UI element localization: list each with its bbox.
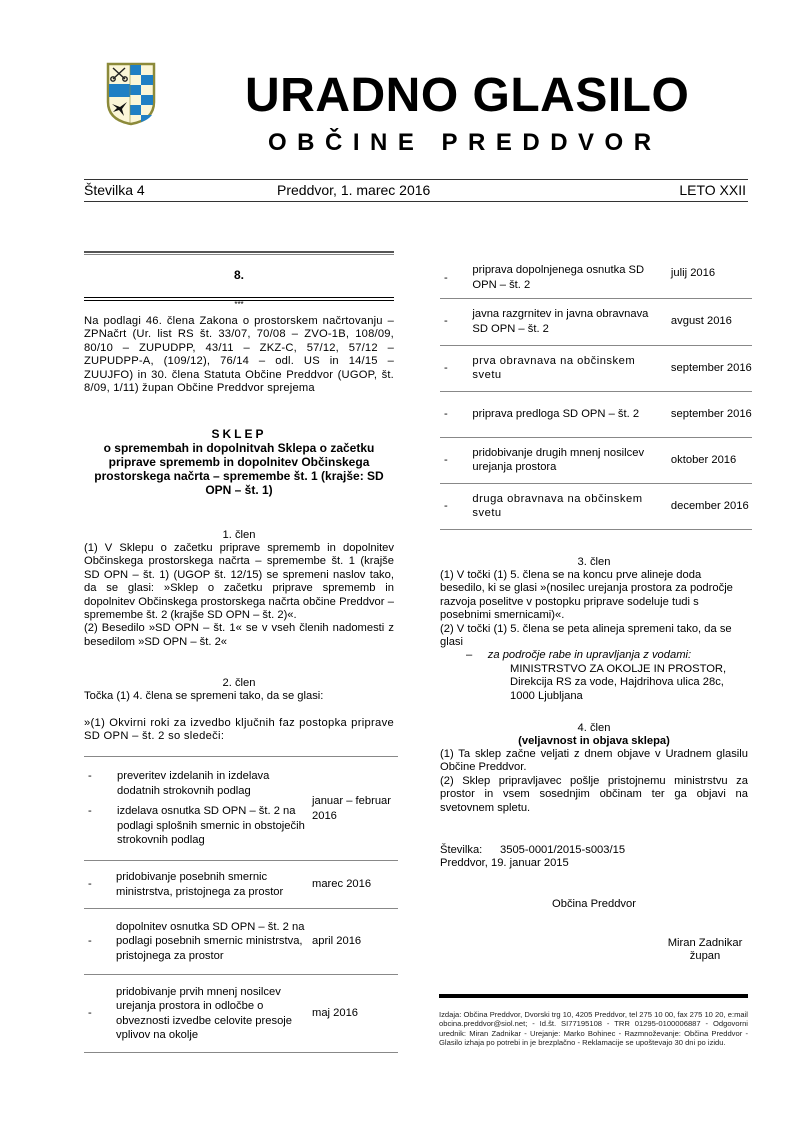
reference-number: 3505-0001/2015-s003/15 bbox=[500, 844, 626, 856]
schedule-row bbox=[440, 391, 752, 437]
schedule-date: januar – februar 2016 bbox=[310, 757, 398, 861]
article-4-paragraph-2: (2) Sklep pripravljavec pošlje pristojnemu ministrstvu za prostor in vsem sosednjim občinam ter ga objavi na svetovnem spletu. bbox=[440, 774, 748, 814]
issue-date: Preddvor, 1. marec 2016 bbox=[277, 182, 431, 198]
section-divider bbox=[84, 251, 394, 255]
schedule-date: maj 2016 bbox=[310, 975, 398, 1053]
bullet-dash: - bbox=[84, 909, 116, 975]
publication-subtitle: OBČINE PREDDVOR bbox=[268, 129, 662, 156]
schedule-task: dopolnitev osnutka SD OPN – št. 2 na podlagi posebnih smernic ministrstva, pristojnega za prostor bbox=[116, 909, 310, 975]
colophon-text: Izdaja: Občina Preddvor, Dvorski trg 10, 4205 Preddvor, tel 275 10 00, fax 275 10 20, e:mail obcina.preddvor@siol.net; - Id.št. SI77195108 - TRR 01295-0100006887 - Odgovorni urednik: Miran Zadnikar - Urejanje: Marko Bohinec - Razmnoževanje: Občina Preddvor - Glasilo izhaja po potrebi in je brezplačno - Reklamacije se upoštevajo 30 dni po izidu. bbox=[439, 1010, 748, 1047]
bullet-dash: - bbox=[440, 298, 472, 345]
schedule-row bbox=[440, 437, 752, 483]
schedule-row bbox=[440, 298, 752, 345]
schedule-task: priprava dopolnjenega osnutka SD OPN – št. 2 bbox=[472, 258, 669, 298]
schedule-row bbox=[84, 757, 398, 861]
alinea-dash: – bbox=[466, 649, 473, 661]
article-4-subtitle: (veljavnost in objava sklepa) bbox=[518, 735, 670, 747]
schedule-date: september 2016 bbox=[669, 345, 752, 391]
schedule-row bbox=[440, 345, 752, 391]
issue-number: Številka 4 bbox=[84, 182, 145, 198]
schedule-row bbox=[84, 861, 398, 909]
schedule-row bbox=[84, 975, 398, 1053]
coat-of-arms-icon bbox=[106, 62, 156, 126]
article-2-paragraph-2: »(1) Okvirni roki za izvedbo ključnih faz postopka priprave SD OPN – št. 2 so sledeči: bbox=[84, 717, 394, 743]
article-4-paragraph-1: (1) Ta sklep začne veljati z dnem objave v Uradnem glasilu Občine Preddvor. bbox=[440, 748, 748, 774]
bullet-dash: - bbox=[440, 345, 472, 391]
article-1-heading: 1. člen bbox=[222, 529, 256, 541]
alinea-label: za področje rabe in upravljanja z vodami: bbox=[487, 649, 692, 661]
schedule-task: pridobivanje posebnih smernic ministrstva, pristojnega za prostor bbox=[116, 861, 310, 909]
article-2-heading: 2. člen bbox=[222, 677, 256, 689]
reference-place-date: Preddvor, 19. januar 2015 bbox=[440, 857, 569, 870]
schedule-date: april 2016 bbox=[310, 909, 398, 975]
article-4-body bbox=[440, 748, 748, 815]
article-3-body bbox=[440, 569, 748, 649]
bullet-dash: - bbox=[88, 805, 92, 818]
bullet-dash: - bbox=[84, 975, 116, 1053]
schedule-table-right bbox=[440, 258, 752, 530]
article-3-paragraph-1: (1) V točki (1) 5. člena se na koncu prve alineje doda besedilo, ki se glasi »(nosilec urejanja prostora za področje razvoja poselitve v postopku priprave sodeluje tudi s posebnimi smernicami)«. bbox=[440, 569, 733, 622]
resolution-heading: SKLEP bbox=[211, 427, 267, 441]
article-2-paragraph-1: Točka (1) 4. člena se spremeni tako, da se glasi: bbox=[84, 690, 324, 702]
article-1-paragraph-2: (2) Besedilo »SD OPN – št. 1« se v vseh členih nadomesti z besedilom »SD OPN – št. 2« bbox=[84, 622, 394, 648]
bullet-dash: - bbox=[84, 861, 116, 909]
schedule-task: javna razgrnitev in javna obravnava SD OPN – št. 2 bbox=[472, 298, 669, 345]
resolution-subtitle: o spremembah in dopolnitvah Sklepa o začetku priprave sprememb in dopolnitev Občinskega prostorskega načrta – spremembe št. 1 (krajše: SD OPN – št. 1) bbox=[94, 441, 384, 497]
article-1-paragraph-1: (1) V Sklepu o začetku priprave sprememb in dopolnitev Občinskega prostorskega načrta – spremembe št. 1 (krajše SD OPN – št. 1) (UGOP št. 12/15) se spremeni naslov tako, da se glasi: »Sklep o začetku priprave sprememb in dopolnitev Občinskega prostorskega načrta občine Preddvor – spremembe št. 2 (krajše SD OPN – št. 2)«. bbox=[84, 542, 394, 622]
alinea-item bbox=[466, 649, 756, 662]
issue-info-bar bbox=[84, 179, 748, 202]
issue-year: LETO XXII bbox=[679, 182, 746, 198]
signoff-organization: Občina Preddvor bbox=[552, 898, 636, 910]
bullet-dash: - bbox=[440, 258, 472, 298]
schedule-task: - izdelava osnutka SD OPN – št. 2 na podlagi splošnih smernic in obstoječih strokovnih podlag bbox=[88, 805, 305, 847]
ministry-address: MINISTRSTVO ZA OKOLJE IN PROSTOR, Direkcija RS za vode, Hajdrihova ulica 28c, 1000 Ljubljana bbox=[510, 663, 727, 702]
schedule-task: - preveritev izdelanih in izdelava dodatnih strokovnih podlag bbox=[88, 770, 270, 797]
bullet-dash: - bbox=[88, 770, 92, 783]
schedule-row bbox=[440, 258, 752, 298]
bullet-dash: - bbox=[440, 437, 472, 483]
signoff-signatory bbox=[640, 937, 770, 964]
schedule-date: december 2016 bbox=[669, 483, 752, 529]
schedule-task: prva obravnava na občinskem svetu bbox=[472, 345, 669, 391]
bullet-dash: - bbox=[440, 391, 472, 437]
reference-block bbox=[440, 844, 625, 871]
colophon-divider bbox=[439, 994, 748, 998]
preamble-text: Na podlagi 46. člena Zakona o prostorskem načrtovanju – ZPNačrt (Ur. list RS št. 33/07, 70/08 – ZVO-1B, 108/09, 80/10 – ZUPUDPP, 43/11 – ZKZ-C, 57/12, 57/12 – ZUPUDPP-A, (109/12), 76/14 – odl. US in 14/15 – ZUUJFO) in 30. člena Statuta Občine Preddvor (UGOP, št. 8/09, 1/11) župan Občine Preddvor sprejema bbox=[84, 315, 394, 395]
article-number: 8. bbox=[233, 268, 244, 282]
schedule-row bbox=[84, 909, 398, 975]
article-3-paragraph-2: (2) V točki (1) 5. člena se peta alineja spremeni tako, da se glasi bbox=[440, 622, 732, 649]
schedule-task: priprava predloga SD OPN – št. 2 bbox=[472, 391, 669, 437]
article-4-heading: 4. člen bbox=[577, 722, 611, 734]
schedule-row bbox=[440, 483, 752, 529]
bullet-dash: - bbox=[440, 483, 472, 529]
signatory-name: Miran Zadnikar bbox=[667, 937, 743, 949]
publication-title: URADNO GLASILO bbox=[245, 69, 690, 122]
schedule-table-left bbox=[84, 756, 398, 1053]
schedule-task: pridobivanje drugih mnenj nosilcev urejanja prostora bbox=[472, 437, 669, 483]
article-3-heading: 3. člen bbox=[577, 556, 611, 568]
schedule-date: avgust 2016 bbox=[669, 298, 752, 345]
resolution-title-block bbox=[84, 427, 394, 497]
reference-number-label: Številka: bbox=[440, 844, 483, 856]
article-1-body bbox=[84, 542, 394, 649]
schedule-task: pridobivanje prvih mnenj nosilcev urejanja prostora in odločbe o obveznosti izvedbe celovite presoje vplivov na okolje bbox=[116, 975, 310, 1053]
signatory-role: župan bbox=[689, 950, 721, 963]
schedule-task: druga obravnava na občinskem svetu bbox=[472, 483, 669, 529]
schedule-date: marec 2016 bbox=[310, 861, 398, 909]
separator-stars: *** bbox=[234, 300, 244, 309]
schedule-date: september 2016 bbox=[669, 391, 752, 437]
schedule-date: oktober 2016 bbox=[669, 437, 752, 483]
schedule-date: julij 2016 bbox=[669, 258, 752, 298]
